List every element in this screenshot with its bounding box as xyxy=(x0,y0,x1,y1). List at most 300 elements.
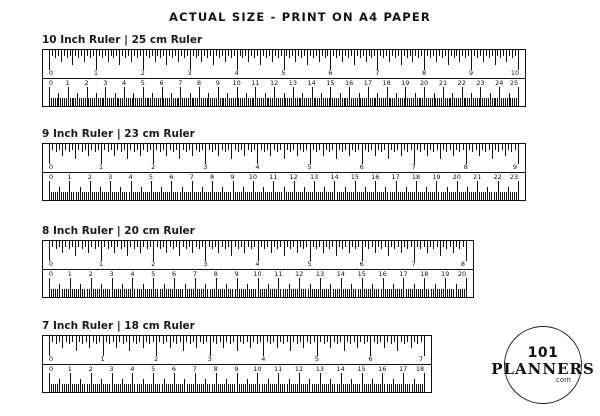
tick xyxy=(233,98,234,106)
tick xyxy=(235,241,236,247)
cm-tick-label: 24 xyxy=(495,79,504,87)
tick xyxy=(426,187,427,200)
tick xyxy=(62,144,63,156)
cm-tick-label: 14 xyxy=(307,79,316,87)
tick xyxy=(137,144,138,150)
tick xyxy=(147,384,148,392)
cm-tick-label: 19 xyxy=(401,79,410,87)
tick xyxy=(170,336,171,348)
tick xyxy=(200,192,201,200)
tick xyxy=(64,289,65,297)
tick xyxy=(210,336,211,356)
tick xyxy=(67,192,68,200)
tick xyxy=(241,384,242,392)
tick xyxy=(205,284,206,297)
tick xyxy=(414,192,415,200)
tick xyxy=(277,241,278,249)
tick xyxy=(389,289,390,297)
tick xyxy=(176,384,177,392)
tick xyxy=(289,50,290,58)
tick xyxy=(297,336,298,344)
tick xyxy=(324,289,325,297)
tick xyxy=(97,289,98,297)
tick xyxy=(214,289,215,297)
tick xyxy=(105,289,106,297)
cm-tick-label: 20 xyxy=(420,79,429,87)
tick xyxy=(85,98,86,106)
tick xyxy=(174,373,175,392)
tick xyxy=(128,98,129,106)
cm-tick-label: 17 xyxy=(391,173,400,181)
tick xyxy=(388,241,389,256)
tick xyxy=(163,98,164,106)
cm-tick-label: 12 xyxy=(294,365,304,373)
tick xyxy=(241,289,242,297)
tick xyxy=(80,284,81,297)
tick xyxy=(458,98,459,106)
tick xyxy=(245,384,246,392)
tick xyxy=(322,50,323,56)
tick xyxy=(357,98,358,106)
tick xyxy=(359,192,360,200)
cm-tick-label: 19 xyxy=(432,173,441,181)
tick xyxy=(319,241,320,247)
cm-tick-label: 16 xyxy=(378,270,387,278)
inch-scale xyxy=(43,50,525,78)
tick xyxy=(126,98,127,106)
tick xyxy=(280,384,281,392)
tick xyxy=(297,98,298,106)
tick xyxy=(150,144,151,150)
tick xyxy=(170,384,171,392)
cm-tick-label: 8 xyxy=(213,365,218,373)
tick xyxy=(502,144,503,150)
tick xyxy=(332,192,333,200)
tick xyxy=(385,98,386,106)
tick xyxy=(66,289,67,297)
tick xyxy=(414,241,415,261)
cm-tick-label: 15 xyxy=(357,270,366,278)
tick xyxy=(261,241,262,247)
tick xyxy=(512,50,513,58)
tick xyxy=(398,241,399,247)
tick xyxy=(342,144,343,152)
tick xyxy=(355,144,356,152)
tick xyxy=(220,192,221,200)
tick xyxy=(58,50,59,56)
tick xyxy=(168,289,169,297)
tick xyxy=(451,289,452,297)
tick xyxy=(351,192,352,200)
tick xyxy=(337,384,338,392)
tick xyxy=(62,241,63,253)
tick xyxy=(503,50,504,56)
tick xyxy=(408,192,409,200)
tick xyxy=(190,50,191,70)
tick xyxy=(343,384,344,392)
tick xyxy=(62,336,63,348)
tick xyxy=(75,144,76,159)
tick xyxy=(104,144,105,150)
tick xyxy=(472,144,473,152)
cm-tick-label: 10 xyxy=(248,173,258,181)
tick xyxy=(401,384,402,392)
tick xyxy=(103,336,104,356)
tick xyxy=(157,384,158,392)
tick xyxy=(328,384,329,392)
cm-tick-label: 2 xyxy=(88,365,93,373)
tick xyxy=(304,187,305,200)
tick xyxy=(78,384,79,392)
tick xyxy=(147,144,148,152)
tick xyxy=(133,192,134,200)
tick xyxy=(187,384,188,392)
tick xyxy=(248,241,249,247)
tick xyxy=(113,50,114,58)
tick xyxy=(136,336,137,344)
tick xyxy=(231,98,232,106)
tick xyxy=(357,50,358,56)
tick xyxy=(377,192,378,200)
tick xyxy=(68,289,69,297)
tick xyxy=(310,241,311,261)
inch-tick-label: 5 xyxy=(314,354,319,363)
tick xyxy=(297,289,298,297)
tick xyxy=(101,379,102,392)
tick xyxy=(383,278,384,297)
tick xyxy=(280,241,281,247)
tick xyxy=(128,50,129,56)
tick xyxy=(132,98,133,106)
tick xyxy=(276,384,277,392)
tick xyxy=(518,181,519,200)
logo-stamp xyxy=(491,326,595,404)
tick xyxy=(116,384,117,392)
tick xyxy=(109,289,110,297)
tick xyxy=(333,50,334,56)
tick xyxy=(240,98,241,106)
inch-tick-label: 3 xyxy=(187,68,192,77)
tick xyxy=(264,384,265,392)
tick xyxy=(99,50,100,56)
tick xyxy=(500,192,501,200)
tick xyxy=(240,50,241,56)
tick xyxy=(121,241,122,249)
tick xyxy=(246,93,247,106)
tick xyxy=(272,384,273,392)
tick xyxy=(410,192,411,200)
tick xyxy=(86,192,87,200)
tick xyxy=(330,284,331,297)
cm-tick-label: 21 xyxy=(438,79,448,87)
tick xyxy=(76,289,77,297)
cm-tick-label: 17 xyxy=(399,270,408,278)
tick xyxy=(344,98,345,106)
tick xyxy=(93,289,94,297)
tick xyxy=(125,50,126,58)
tick xyxy=(95,384,96,392)
tick xyxy=(397,144,398,150)
tick xyxy=(167,192,168,200)
tick xyxy=(516,98,517,106)
cm-tick-label: 8 xyxy=(210,173,215,181)
tick xyxy=(379,192,380,200)
tick xyxy=(351,98,352,106)
tick xyxy=(267,336,268,342)
tick xyxy=(428,289,429,297)
tick xyxy=(248,144,249,150)
tick xyxy=(294,181,295,200)
tick xyxy=(283,336,284,344)
tick xyxy=(492,144,493,159)
tick xyxy=(205,241,206,261)
tick xyxy=(203,336,204,344)
tick xyxy=(275,50,276,56)
tick xyxy=(141,289,142,297)
tick xyxy=(485,144,486,152)
tick xyxy=(435,284,436,297)
tick xyxy=(226,379,227,392)
tick xyxy=(51,384,52,392)
tick xyxy=(163,50,164,56)
tick xyxy=(437,241,438,247)
tick xyxy=(128,384,129,392)
tick xyxy=(390,192,391,200)
tick xyxy=(384,336,385,348)
tick xyxy=(387,192,388,200)
tick xyxy=(266,50,267,58)
tick xyxy=(245,289,246,297)
cm-tick-label: 1 xyxy=(65,79,70,87)
cm-tick-label: 9 xyxy=(215,79,220,87)
tick xyxy=(401,50,402,65)
tick xyxy=(466,241,467,261)
tick xyxy=(291,384,292,392)
tick xyxy=(339,50,340,56)
tick xyxy=(450,98,451,106)
cm-tick-label: 7 xyxy=(192,270,198,278)
tick xyxy=(385,241,386,247)
tick xyxy=(395,289,396,297)
tick xyxy=(289,284,290,297)
tick xyxy=(420,98,421,106)
tick xyxy=(328,289,329,297)
tick xyxy=(473,98,474,106)
tick xyxy=(428,192,429,200)
tick xyxy=(182,187,183,200)
tick xyxy=(190,192,191,200)
tick xyxy=(273,181,274,200)
tick xyxy=(427,144,428,156)
tick xyxy=(358,289,359,297)
tick xyxy=(92,98,93,106)
tick xyxy=(108,144,109,152)
tick xyxy=(124,384,125,392)
tick xyxy=(91,373,92,392)
tick xyxy=(84,50,85,62)
tick xyxy=(293,336,294,342)
tick xyxy=(362,98,363,106)
tick xyxy=(56,144,57,152)
tick xyxy=(293,144,294,150)
tick xyxy=(445,50,446,56)
tick xyxy=(104,192,105,200)
tick xyxy=(349,144,350,156)
tick xyxy=(251,50,252,56)
tick xyxy=(422,98,423,106)
tick xyxy=(407,384,408,392)
tick xyxy=(127,241,128,256)
tick xyxy=(152,93,153,106)
inch-tick-label: 2 xyxy=(151,162,156,171)
tick xyxy=(365,187,366,200)
inch-tick-label: 3 xyxy=(203,259,208,268)
tick xyxy=(180,336,181,342)
tick xyxy=(456,50,457,56)
tick xyxy=(498,144,499,152)
tick xyxy=(361,192,362,200)
tick xyxy=(264,144,265,152)
tick xyxy=(436,50,437,62)
tick xyxy=(130,384,131,392)
tick xyxy=(263,187,264,200)
tick xyxy=(418,192,419,200)
tick xyxy=(377,50,378,70)
tick xyxy=(109,336,110,344)
tick xyxy=(384,384,385,392)
tick xyxy=(452,93,453,106)
tick xyxy=(124,192,125,200)
tick xyxy=(349,241,350,253)
tick xyxy=(381,98,382,106)
tick xyxy=(148,98,149,106)
tick xyxy=(143,144,144,150)
tick xyxy=(362,373,363,392)
tick xyxy=(199,289,200,297)
tick xyxy=(305,384,306,392)
tick xyxy=(182,98,183,106)
tick xyxy=(494,98,495,106)
tick xyxy=(332,144,333,150)
tick xyxy=(510,98,511,106)
tick xyxy=(433,289,434,297)
inch-tick-label: 8 xyxy=(463,162,468,171)
tick xyxy=(434,192,435,200)
tick xyxy=(445,98,446,106)
tick xyxy=(170,144,171,150)
tick xyxy=(210,289,211,297)
tick xyxy=(153,336,154,342)
tick xyxy=(199,87,200,106)
tick xyxy=(222,98,223,106)
inch-tick-label: 7 xyxy=(418,354,424,363)
tick xyxy=(357,192,358,200)
tick xyxy=(257,144,258,164)
tick xyxy=(338,98,339,106)
tick xyxy=(330,379,331,392)
tick xyxy=(479,192,480,200)
cm-tick-label: 3 xyxy=(109,270,114,278)
tick xyxy=(446,144,447,152)
tick xyxy=(471,192,472,200)
tick xyxy=(114,144,115,156)
tick xyxy=(108,192,109,200)
tick xyxy=(240,336,241,342)
tick xyxy=(169,192,170,200)
tick xyxy=(368,144,369,152)
tick xyxy=(257,98,258,106)
tick xyxy=(345,384,346,392)
tick xyxy=(350,336,351,344)
tick xyxy=(226,336,227,342)
tick xyxy=(432,192,433,200)
tick xyxy=(415,50,416,56)
tick xyxy=(265,192,266,200)
tick xyxy=(52,241,53,247)
tick xyxy=(392,50,393,56)
tick xyxy=(251,241,252,249)
tick xyxy=(298,50,299,56)
tick xyxy=(295,50,296,62)
tick xyxy=(404,336,405,344)
tick xyxy=(388,144,389,159)
tick xyxy=(111,50,112,56)
tick xyxy=(178,384,179,392)
tick xyxy=(371,144,372,150)
tick xyxy=(164,284,165,297)
tick xyxy=(212,289,213,297)
tick xyxy=(450,144,451,150)
tick xyxy=(230,336,231,344)
tick xyxy=(228,241,229,247)
tick xyxy=(411,98,412,106)
tick xyxy=(360,336,361,342)
tick xyxy=(270,289,271,297)
tick xyxy=(98,241,99,247)
tick xyxy=(62,384,63,392)
tick xyxy=(87,87,88,106)
tick xyxy=(372,379,373,392)
tick xyxy=(65,192,66,200)
tick xyxy=(189,384,190,392)
cm-tick-label: 11 xyxy=(274,365,283,373)
tick xyxy=(466,278,467,297)
tick xyxy=(439,289,440,297)
tick xyxy=(461,192,462,200)
tick xyxy=(314,336,315,342)
tick xyxy=(113,336,114,342)
cm-tick-label: 8 xyxy=(213,270,218,278)
tick xyxy=(266,384,267,392)
tick xyxy=(435,98,436,106)
tick xyxy=(139,384,140,392)
tick xyxy=(118,98,119,106)
tick xyxy=(71,192,72,200)
tick xyxy=(218,144,219,156)
tick xyxy=(365,241,366,247)
cm-tick-label: 9 xyxy=(230,173,235,181)
tick xyxy=(244,144,245,156)
tick xyxy=(254,144,255,150)
tick xyxy=(396,181,397,200)
tick xyxy=(400,98,401,106)
tick xyxy=(173,144,174,152)
tick xyxy=(66,98,67,106)
tick xyxy=(443,241,444,247)
tick xyxy=(186,241,187,249)
tick xyxy=(238,144,239,152)
ruler-10in-25cm xyxy=(42,34,526,107)
